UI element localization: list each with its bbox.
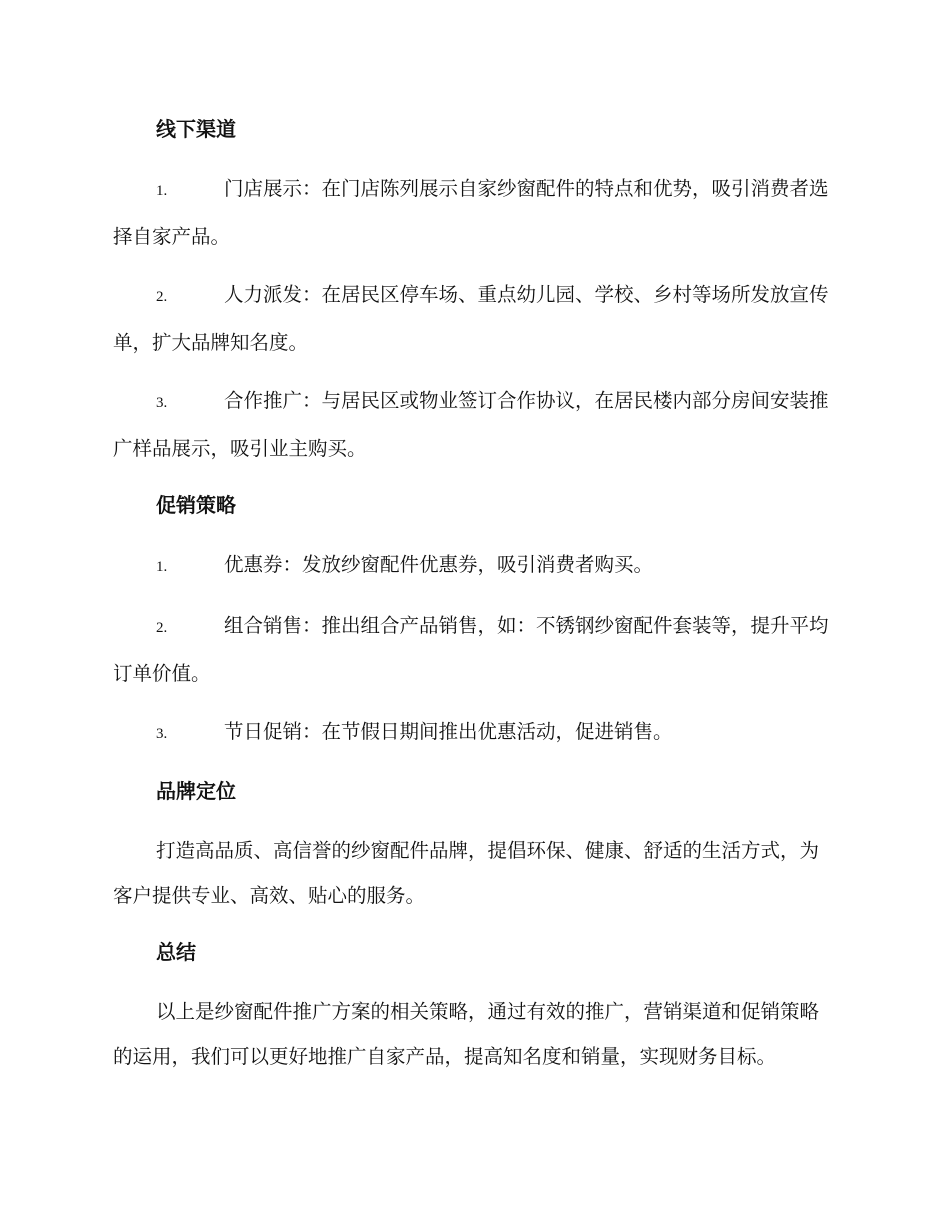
section-heading-promotion-strategy: 促销策略 bbox=[156, 493, 236, 517]
list-number: 3. bbox=[156, 395, 168, 411]
list-item bbox=[113, 542, 833, 590]
list-item bbox=[113, 603, 833, 696]
section-heading-summary: 总结 bbox=[156, 940, 196, 964]
list-item-text: 门店展示：在门店陈列展示自家纱窗配件的特点和优势，吸引消费者选择自家产品。 bbox=[113, 177, 829, 248]
list-item-text: 人力派发：在居民区停车场、重点幼儿园、学校、乡村等场所发放宣传单，扩大品牌知名度。 bbox=[113, 283, 829, 354]
list-item-text: 组合销售：推出组合产品销售，如：不锈钢纱窗配件套装等，提升平均订单价值。 bbox=[113, 614, 829, 685]
list-item bbox=[113, 709, 833, 757]
list-number: 2. bbox=[156, 620, 168, 636]
list-number: 1. bbox=[156, 559, 168, 575]
list-number: 1. bbox=[156, 183, 168, 199]
list-number: 2. bbox=[156, 289, 168, 305]
section-heading-brand-positioning: 品牌定位 bbox=[156, 779, 236, 803]
summary-paragraph: 以上是纱窗配件推广方案的相关策略，通过有效的推广，营销渠道和促销策略的运用，我们可以更好地推广自家产品，提高知名度和销量，实现财务目标。 bbox=[113, 1000, 820, 1068]
section-heading-offline-channels: 线下渠道 bbox=[156, 117, 236, 141]
list-item-text: 节日促销：在节假日期间推出优惠活动，促进销售。 bbox=[224, 720, 673, 743]
brand-positioning-paragraph: 打造高品质、高信誉的纱窗配件品牌，提倡环保、健康、舒适的生活方式，为客户提供专业、高效、贴心的服务。 bbox=[113, 839, 820, 907]
list-item bbox=[113, 378, 833, 471]
list-item bbox=[113, 166, 833, 259]
list-item-text: 合作推广：与居民区或物业签订合作协议，在居民楼内部分房间安装推广样品展示，吸引业主购买。 bbox=[113, 389, 829, 460]
list-number: 3. bbox=[156, 726, 168, 742]
list-item-text: 优惠券：发放纱窗配件优惠券，吸引消费者购买。 bbox=[224, 553, 654, 576]
document-content bbox=[113, 108, 833, 1092]
list-item bbox=[113, 272, 833, 365]
